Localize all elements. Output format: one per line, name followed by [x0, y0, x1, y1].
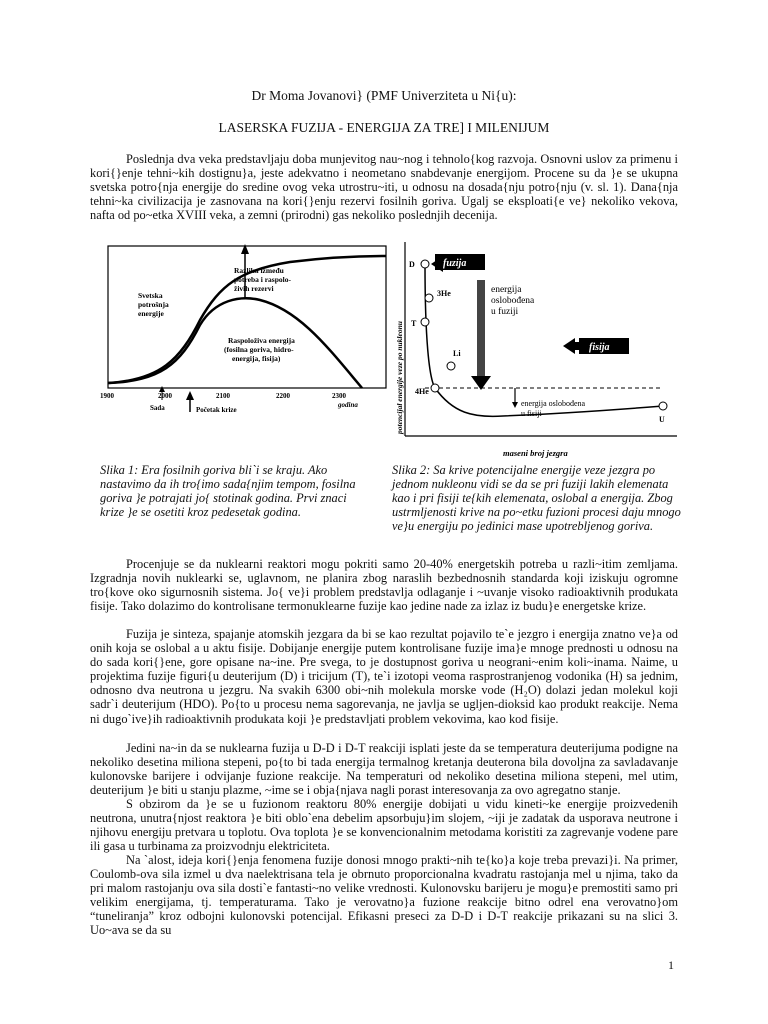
pocetak-krize-label: Početak krize: [196, 406, 237, 414]
fission-energy-line-2: u fisiji: [521, 409, 542, 418]
demand-label-line-2: potrošnja: [138, 300, 169, 309]
body-paragraph-5: Na `alost, ideja kori{}enja fenomena fuzije donosi mnogo prakti~nih te{ko}a koje treba prevazi}i. Na primer, Coulomb-ova sila izmel u dva naelektrisana tela je obrnuto proporcionalna kvadratu rastojanja mel u njima, tako da pri malom rastojanju ova sila dosti`e fantasti~no velike vrednosti. Kulonovsku barijeru je mogu}e premostiti samo pri velikim energijama, tj. temperaturama. Tako je verovatno}a fuzione reakcije bitno odrel ena verovatno}om “tuneliranja” kroz odbojni kulonovski potencijal. Efikasni preseci za D-D i D-T reakcije prikazani su na slici 3. Uo~ava se da su: [90, 853, 678, 938]
supply-label-line-2: (fosilna goriva, hidro-: [224, 345, 294, 354]
gap-label-line-1: Razlika između: [234, 266, 284, 275]
tick-2300: 2300: [332, 392, 346, 400]
fusion-energy-label: [491, 285, 537, 317]
demand-label-line-3: energije: [138, 309, 164, 318]
paper-title: LASERSKA FUZIJA - ENERGIJA ZA TRE] I MILENIJUM: [218, 120, 550, 135]
demand-label-line-1: Svetska: [138, 291, 163, 300]
fission-energy-arrow-head: [512, 402, 518, 408]
fission-energy-line-1: energija oslobođena: [521, 399, 586, 408]
krize-arrow-head: [186, 391, 194, 400]
gap-label: [234, 266, 293, 293]
tick-2100: 2100: [216, 392, 230, 400]
label-li: Li: [453, 349, 461, 358]
label-he4: 4He: [415, 387, 429, 396]
godina-label: godina: [338, 401, 358, 409]
fusion-energy-line-2: oslobođena: [491, 296, 535, 306]
gap-label-line-2: potreba i raspolo-: [234, 275, 291, 284]
body-paragraph-2: Fuzija je sinteza, spajanje atomskih jezgara da bi se kao rezultat pojavilo te`e jezgro i energija znatno ve}a od onih koja se oslobal a u aktu fisije. Dobijanje energije putem kontrolisane fuzije ima}e mnoge prednosti u odnosu na do sada kori{}ene, gore opisane na~ine. Pre svega, to je dostupnost goriva u neograni~enim koli~inama. Naime, u projektima fuzije figuri{u deuterijum (D) i tricijum (T), te`i izotopi veoma rasprostranjenog vodonika (H) sa jednim, odnosno dva neutrona u jezgru. Na svakih 6300 obi~nih molekula morske vode (H₂O) dolazi jedan molekul koji sadr`i deuterijum (HDO). Po{to u procesu nema sagorevanja, ne javlja se ugljen-dioksid kao produkt reakcije. Nema ni dugo`ive}ih radioaktivnih produkata koji }e predstavljati problem vekovima, kao kod fisije.: [90, 627, 678, 726]
page-number: 1: [668, 958, 674, 972]
supply-label-line-3: energija, fisija): [232, 354, 281, 363]
demand-label: [138, 291, 171, 318]
label-u: U: [659, 415, 665, 424]
label-t: T: [411, 319, 417, 328]
fission-energy-label: [521, 399, 587, 418]
point-t: [421, 318, 429, 326]
intro-paragraph: Poslednja dva veka predstavljaju doba munjevitog nau~nog i tehnolo{kog razvoja. Osnovni uslov za primenu i kori{}enje tehni~kih dostignu}a, jeste adekvatno i neometano snabdevanje energijom. Procene su da }e se ukupna svetska potro{nja energije do sredine ovog veka utrostru~iti, u odnosu na dosada{nju potro{nju (v. sl. 1). Dana{nja tehni~ka civilizacija je zasnovana na kori{}enju rezervi fosilnih goriva. Ugalj se eksploati{e ve} nekoliko vekova, nafta od po~etka XVIII veka, a zemni (prirodni) gas nekoliko poslednjih decenija.: [90, 152, 678, 223]
fusion-energy-line-1: energija: [491, 285, 522, 295]
sada-label: Sada: [150, 404, 165, 412]
author-line: Dr Moma Jovanovi} (PMF Univerziteta u Ni{u):: [251, 88, 517, 103]
x-axis-label: maseni broj jezgra: [503, 448, 568, 458]
point-he4: [431, 384, 439, 392]
tick-2200: 2200: [276, 392, 290, 400]
label-d: D: [409, 260, 415, 269]
tick-2000: 2000: [158, 392, 172, 400]
point-d: [421, 260, 429, 268]
fuzija-label: fuzija: [443, 258, 467, 269]
fusion-energy-line-3: u fuziji: [491, 307, 519, 317]
label-he3: 3He: [437, 289, 451, 298]
supply-label-line-1: Raspoloživa energija: [228, 336, 295, 345]
gap-label-line-3: živih rezervi: [234, 284, 274, 293]
point-u: [659, 402, 667, 410]
y-axis-label: potencijal energije veze po nukleonu: [395, 321, 404, 434]
figure-1-energy-chart: [100, 240, 390, 420]
figure-1-caption: Slika 1: Era fosilnih goriva bli`i se kraju. Ako nastavimo da ih tro{imo sada{njim tempom, fosilna goriva }e potrajati jo{ stotinak godina. Prvi znaci krize }e se osetiti kroz pedesetak godina.: [100, 463, 356, 519]
body-paragraph-1: Procenjuje se da nuklearni reaktori mogu pokriti samo 20-40% energetskih potreba u razli~itim zemljama. Izgradnja novih nuklearki se, uglavnom, ne planira zbog naraslih bezbednosnih standarda koji iziskuju ogromne tro{kove oko sigurnosnih sistema. Jo{ ve}i problem predstavlja odlaganje i ~uvanje visoko radioaktivnih produkata fisije. Tako dolazimo do kontrolisane termonuklearne fuzije kao jedine nade za izlaz iz budu}e energetske krize.: [90, 557, 678, 614]
point-he3: [425, 294, 433, 302]
body-paragraph-3: Jedini na~in da se nuklearna fuzija u D-D i D-T reakciji isplati jeste da se temperatura deuterijuma podigne na nekoliko desetina miliona stepeni, po{to bi tada energija termalnog kretanja deuterona bila dovoljna za savladavanje kulonovske barijere i odvijanje fuzione reakcije. Na temperaturi od nekoliko desetina miliona stepeni, mel utim, deuterijum }e biti u stanju plazme, ~ime se i obja{njava nagli porast interesovanja za ovo agregatno stanje.: [90, 741, 678, 798]
body-paragraph-4: S obzirom da }e se u fuzionom reaktoru 80% energije dobijati u vidu kineti~ke energije proizvedenih neutrona, unutra{njost reaktora }e biti oblo`ena debelim apsorbuju}im slojem, ~iji je zadatak da usporava neutrone i njihovu energiju pretvara u toplotu. Ova toplota }e se konvencionalnim metodama koristiti za zagrevanje vodene pare ili gasa u turbinama za proizvodnju elektriciteta.: [90, 797, 678, 854]
supply-label: [224, 336, 297, 363]
figure-2-binding-energy-chart: [393, 238, 683, 460]
point-li: [447, 362, 455, 370]
fisija-label: fisija: [589, 342, 610, 353]
sada-arrow-head: [159, 386, 165, 392]
tick-1900: 1900: [100, 392, 114, 400]
figure-2-caption: Slika 2: Sa krive potencijalne energije veze jezgra po jednom nukleonu vidi se da se pri fuziji lakih elemenata kao i pri fisiji te{kih elemenata, oslobal a energija. Zbog ustrmljenosti krive na po~etku fuzioni procesi daju mnogo ve}u energiju po jedinici mase upotrebljenog goriva.: [392, 463, 681, 533]
fusion-energy-arrow-shaft: [477, 280, 485, 378]
